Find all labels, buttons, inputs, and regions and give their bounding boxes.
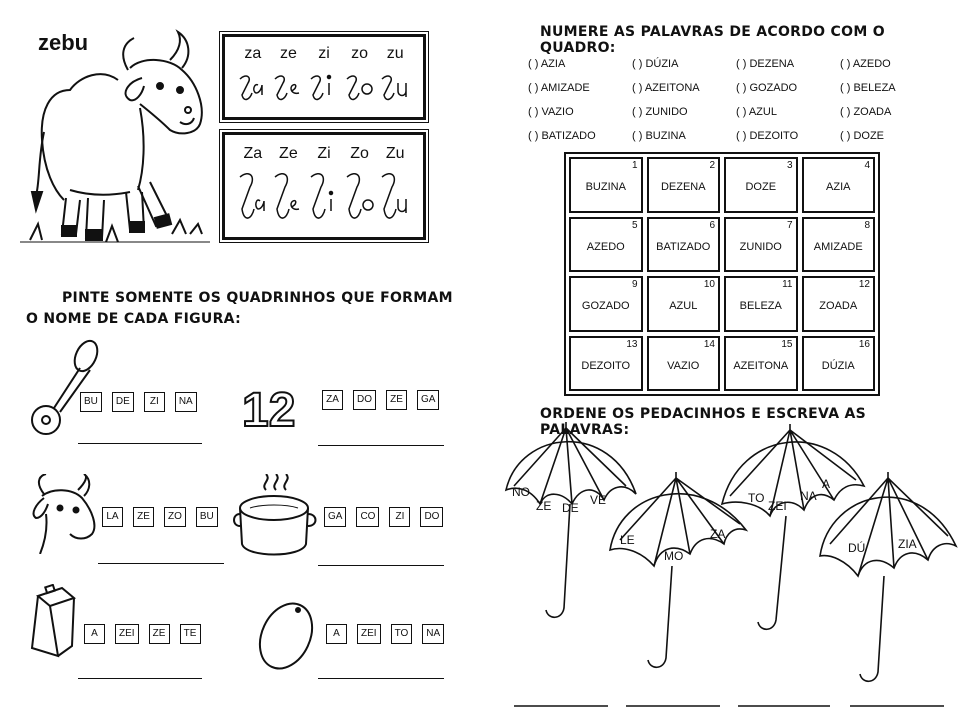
cell-number: 4 (864, 160, 870, 171)
answer-line[interactable] (318, 445, 444, 446)
cell-word: BELEZA (739, 300, 782, 312)
syllable-box[interactable]: A (84, 624, 105, 644)
syllables-oil-can (84, 624, 201, 644)
syllable-box[interactable]: GA (324, 507, 346, 527)
syllable-box[interactable]: DO (353, 390, 376, 410)
syllable-box[interactable]: DO (420, 507, 443, 527)
ox-head-icon (26, 474, 102, 554)
cell-word: AZEITONA (733, 359, 789, 372)
cell-word: BUZINA (585, 181, 626, 193)
umbrella-piece: A (822, 477, 831, 491)
umbrella-icon (506, 422, 636, 617)
pinte-instruction-line1: PINTE SOMENTE OS QUADRINHOS QUE FORMAM (62, 290, 453, 306)
ordene-instruction: ORDENE OS PEDACINHOS E ESCREVA AS PALAVRAS: (540, 406, 867, 438)
olive-icon (256, 596, 316, 676)
syllable-Zi: Zi (317, 145, 331, 162)
cell-word: VAZIO (667, 359, 700, 372)
umbrella-piece: VE (590, 493, 607, 507)
word-item[interactable]: ( ) BELEZA (840, 82, 896, 94)
syllable-Ze: Ze (279, 145, 298, 162)
syllable-zi: zi (318, 45, 330, 62)
syllable-box[interactable]: NA (422, 624, 444, 644)
answer-line[interactable] (98, 563, 224, 564)
syllable-box[interactable]: ZI (389, 507, 410, 527)
umbrella-piece: MO (664, 549, 684, 563)
cursive-Zi-icon (307, 169, 341, 229)
cell-number: 11 (782, 279, 793, 290)
oil-can-icon (28, 584, 80, 658)
cell-number: 8 (864, 219, 870, 231)
cell-word: BATIZADO (656, 240, 711, 253)
cursive-Ze-icon (271, 169, 305, 229)
syllable-box[interactable]: ZEI (357, 624, 381, 644)
grid-cell (569, 157, 643, 213)
word-item[interactable]: ( ) DEZOITO (736, 130, 799, 142)
lowercase-syllable-box (222, 34, 426, 120)
number-twelve-label: 12 (242, 384, 296, 432)
uppercase-syllables (225, 145, 423, 163)
cell-number: 7 (786, 219, 793, 231)
cell-word: AMIZADE (813, 240, 863, 253)
umbrellas-area (500, 420, 960, 720)
word-item[interactable]: ( ) AZEITONA (632, 82, 700, 94)
grid-cell (569, 217, 643, 273)
syllables-olive (326, 624, 444, 644)
cell-number: 6 (709, 219, 715, 231)
umbrella-piece: NA (800, 489, 817, 503)
uppercase-cursive-row (225, 169, 423, 229)
numere-instruction: NUMERE AS PALAVRAS DE ACORDO COM O QUADRO: (540, 24, 885, 56)
zebu-title: zebu (38, 30, 89, 55)
cell-number: 12 (858, 279, 870, 290)
umbrella-icon (610, 472, 746, 667)
cell-word: DOZE (745, 181, 777, 193)
syllable-Za: Za (243, 145, 263, 162)
grid-cell (724, 276, 798, 332)
syllable-box[interactable]: BU (80, 392, 102, 412)
syllable-Zo: Zo (350, 145, 369, 162)
cell-number: 13 (626, 338, 638, 350)
cell-word: AZUL (669, 300, 698, 312)
grid-cell (724, 217, 798, 273)
word-number-grid (564, 152, 880, 396)
umbrella-icon (820, 472, 956, 681)
cell-number: 3 (786, 160, 793, 171)
grid-cell (647, 276, 721, 332)
syllables-pot (324, 507, 443, 527)
word-item[interactable]: ( ) BUZINA (632, 130, 686, 142)
syllable-box[interactable]: ZO (164, 507, 186, 527)
umbrella-piece: ZE (536, 499, 552, 513)
cursive-Zo-icon (343, 169, 377, 229)
syllable-box[interactable]: ZEI (115, 624, 139, 644)
syllable-box[interactable]: LA (102, 507, 123, 527)
syllable-box[interactable]: BU (196, 507, 218, 527)
cursive-zi-icon (307, 69, 341, 109)
syllables-horn (80, 392, 197, 412)
uppercase-syllable-box (222, 132, 426, 240)
cell-number: 15 (781, 338, 793, 350)
word-item[interactable]: ( ) AZEDO (840, 58, 891, 70)
cell-number: 14 (703, 338, 715, 350)
cursive-Za-icon (236, 169, 270, 229)
grid-cell (647, 336, 721, 392)
syllable-box[interactable]: ZE (133, 507, 154, 527)
umbrella-piece: NO (512, 485, 530, 499)
cell-number: 9 (631, 279, 638, 290)
cursive-zo-icon (343, 69, 377, 109)
lowercase-cursive-row (225, 69, 423, 109)
word-item[interactable]: ( ) DÚZIA (632, 58, 679, 70)
word-item[interactable]: ( ) BATIZADO (528, 130, 596, 142)
cell-word: AZEDO (586, 240, 625, 253)
cooking-pot-icon (232, 474, 318, 564)
syllable-zu: zu (386, 45, 404, 62)
syllable-box[interactable]: A (326, 624, 347, 644)
syllable-box[interactable]: CO (356, 507, 379, 527)
umbrella-piece: LE (620, 533, 635, 547)
syllable-box[interactable]: ZA (322, 390, 343, 410)
syllable-box[interactable]: NA (175, 392, 197, 412)
grid-cell (724, 157, 798, 213)
cell-number: 2 (709, 160, 715, 171)
word-item[interactable]: ( ) GOZADO (736, 82, 798, 94)
answer-line[interactable] (318, 678, 444, 679)
word-item[interactable]: ( ) AZUL (736, 106, 777, 118)
pinte-instruction-line2: O NOME DE CADA FIGURA: (26, 311, 241, 327)
cell-word: ZUNIDO (739, 240, 782, 253)
answer-line[interactable] (318, 565, 444, 566)
syllables-twelve (322, 390, 439, 410)
number-twelve-icon (240, 384, 304, 432)
cursive-ze-icon (271, 69, 305, 109)
word-item[interactable]: ( ) ZUNIDO (632, 106, 688, 118)
cell-number: 5 (631, 219, 638, 231)
syllables-ox (102, 507, 218, 527)
cursive-zu-icon (378, 69, 412, 109)
cell-number: 10 (703, 279, 715, 290)
umbrella-piece: ZA (710, 527, 726, 541)
word-item[interactable]: ( ) DEZENA (736, 58, 795, 70)
cell-number: 16 (858, 338, 870, 350)
cursive-za-icon (236, 69, 270, 109)
cell-word: GOZADO (581, 300, 630, 312)
word-item[interactable]: ( ) AMIZADE (528, 82, 590, 94)
cell-word: AZIA (826, 181, 851, 193)
umbrella-piece: ZEI (768, 499, 787, 513)
answer-line[interactable] (78, 443, 202, 444)
syllable-box[interactable]: ZI (144, 392, 165, 412)
cell-word: DÚZIA (821, 359, 855, 372)
grid-cell (802, 157, 876, 213)
grid-cell (647, 217, 721, 273)
word-item[interactable]: ( ) DOZE (840, 130, 884, 142)
answer-line[interactable] (78, 678, 202, 679)
grid-cell (802, 217, 876, 273)
grid-cell (569, 276, 643, 332)
lowercase-syllables (225, 45, 423, 63)
syllable-Zu: Zu (385, 145, 405, 162)
syllable-box[interactable]: DE (112, 392, 134, 412)
umbrella-piece: DE (562, 501, 579, 515)
cell-word: ZOADA (819, 300, 858, 312)
cursive-Zu-icon (378, 169, 412, 229)
word-item[interactable]: ( ) AZIA (528, 58, 566, 70)
umbrella-piece: ZIA (898, 537, 917, 551)
umbrella-piece: DÚ (848, 541, 866, 555)
syllable-box[interactable]: ZE (149, 624, 170, 644)
cell-word: DEZOITO (581, 359, 631, 372)
syllable-box[interactable]: GA (417, 390, 439, 410)
word-item[interactable]: ( ) VAZIO (528, 106, 574, 118)
grid-cell (647, 157, 721, 213)
umbrella-piece: TO (748, 491, 765, 505)
horn-icon (24, 338, 110, 442)
word-list (528, 56, 948, 144)
syllable-za: za (244, 45, 262, 62)
grid-cell (802, 276, 876, 332)
syllable-zo: zo (351, 45, 369, 62)
word-item[interactable]: ( ) ZOADA (840, 106, 892, 118)
syllable-box[interactable]: ZE (386, 390, 407, 410)
cell-number: 1 (631, 160, 638, 171)
syllable-ze: ze (279, 45, 297, 62)
grid-cell (724, 336, 798, 392)
syllable-box[interactable]: TO (391, 624, 413, 644)
grid-cell (569, 336, 643, 392)
cell-word: DEZENA (660, 181, 706, 193)
grid-cell (802, 336, 876, 392)
syllable-box[interactable]: TE (180, 624, 201, 644)
